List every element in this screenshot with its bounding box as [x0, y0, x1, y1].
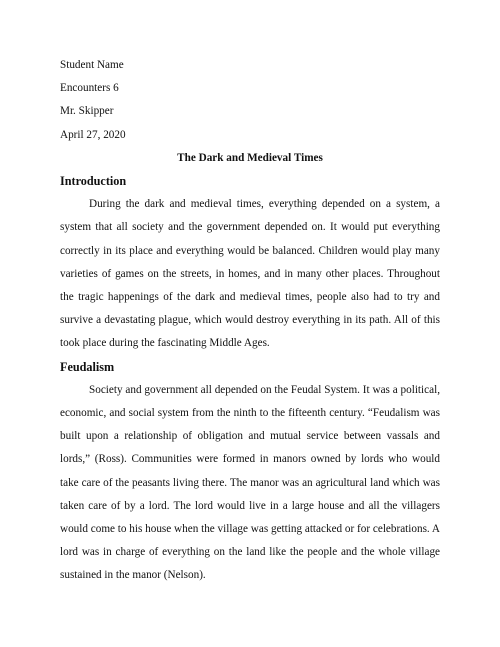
document-page: [60, 54, 440, 588]
section-heading-feudalism: Feudalism: [60, 359, 115, 374]
course-name: Encounters 6: [60, 82, 119, 95]
document-title: The Dark and Medieval Times: [177, 151, 323, 164]
section-heading-introduction: Introduction: [60, 173, 127, 188]
student-name: Student Name: [60, 59, 124, 71]
date: April 27, 2020: [60, 128, 126, 141]
teacher-name: Mr. Skipper: [60, 105, 114, 118]
paragraph-introduction: During the dark and medieval times, everything depended on a system, a system that all society and the government depended on. It would put everything correctly in its place and everything would be balanced. Children would play many varieties of games on the streets, in homes, and in many other places. Throughout the tragic happenings of the dark and medieval times, people also had to try and survive a devastating plague, which would destroy everything in its path. All of this took place during the fascinating Middle Ages.: [60, 198, 440, 350]
paragraph-feudalism: Society and government all depended on the Feudal System. It was a political, economic, and social system from the ninth to the fifteenth century. “Feudalism was built upon a relationship of obligation and mutual service between vassals and lords,” (Ross). Communities were formed in manors owned by lords who would take care of the peasants living there. The manor was an agricultural land which was taken care of by a lord. The lord would live in a large house and all the villagers would come to his house when the village was getting attacked or for celebrations. A lord was in charge of everything on the land like the people and the whole village sustained in the manor (Nelson).: [60, 383, 440, 582]
